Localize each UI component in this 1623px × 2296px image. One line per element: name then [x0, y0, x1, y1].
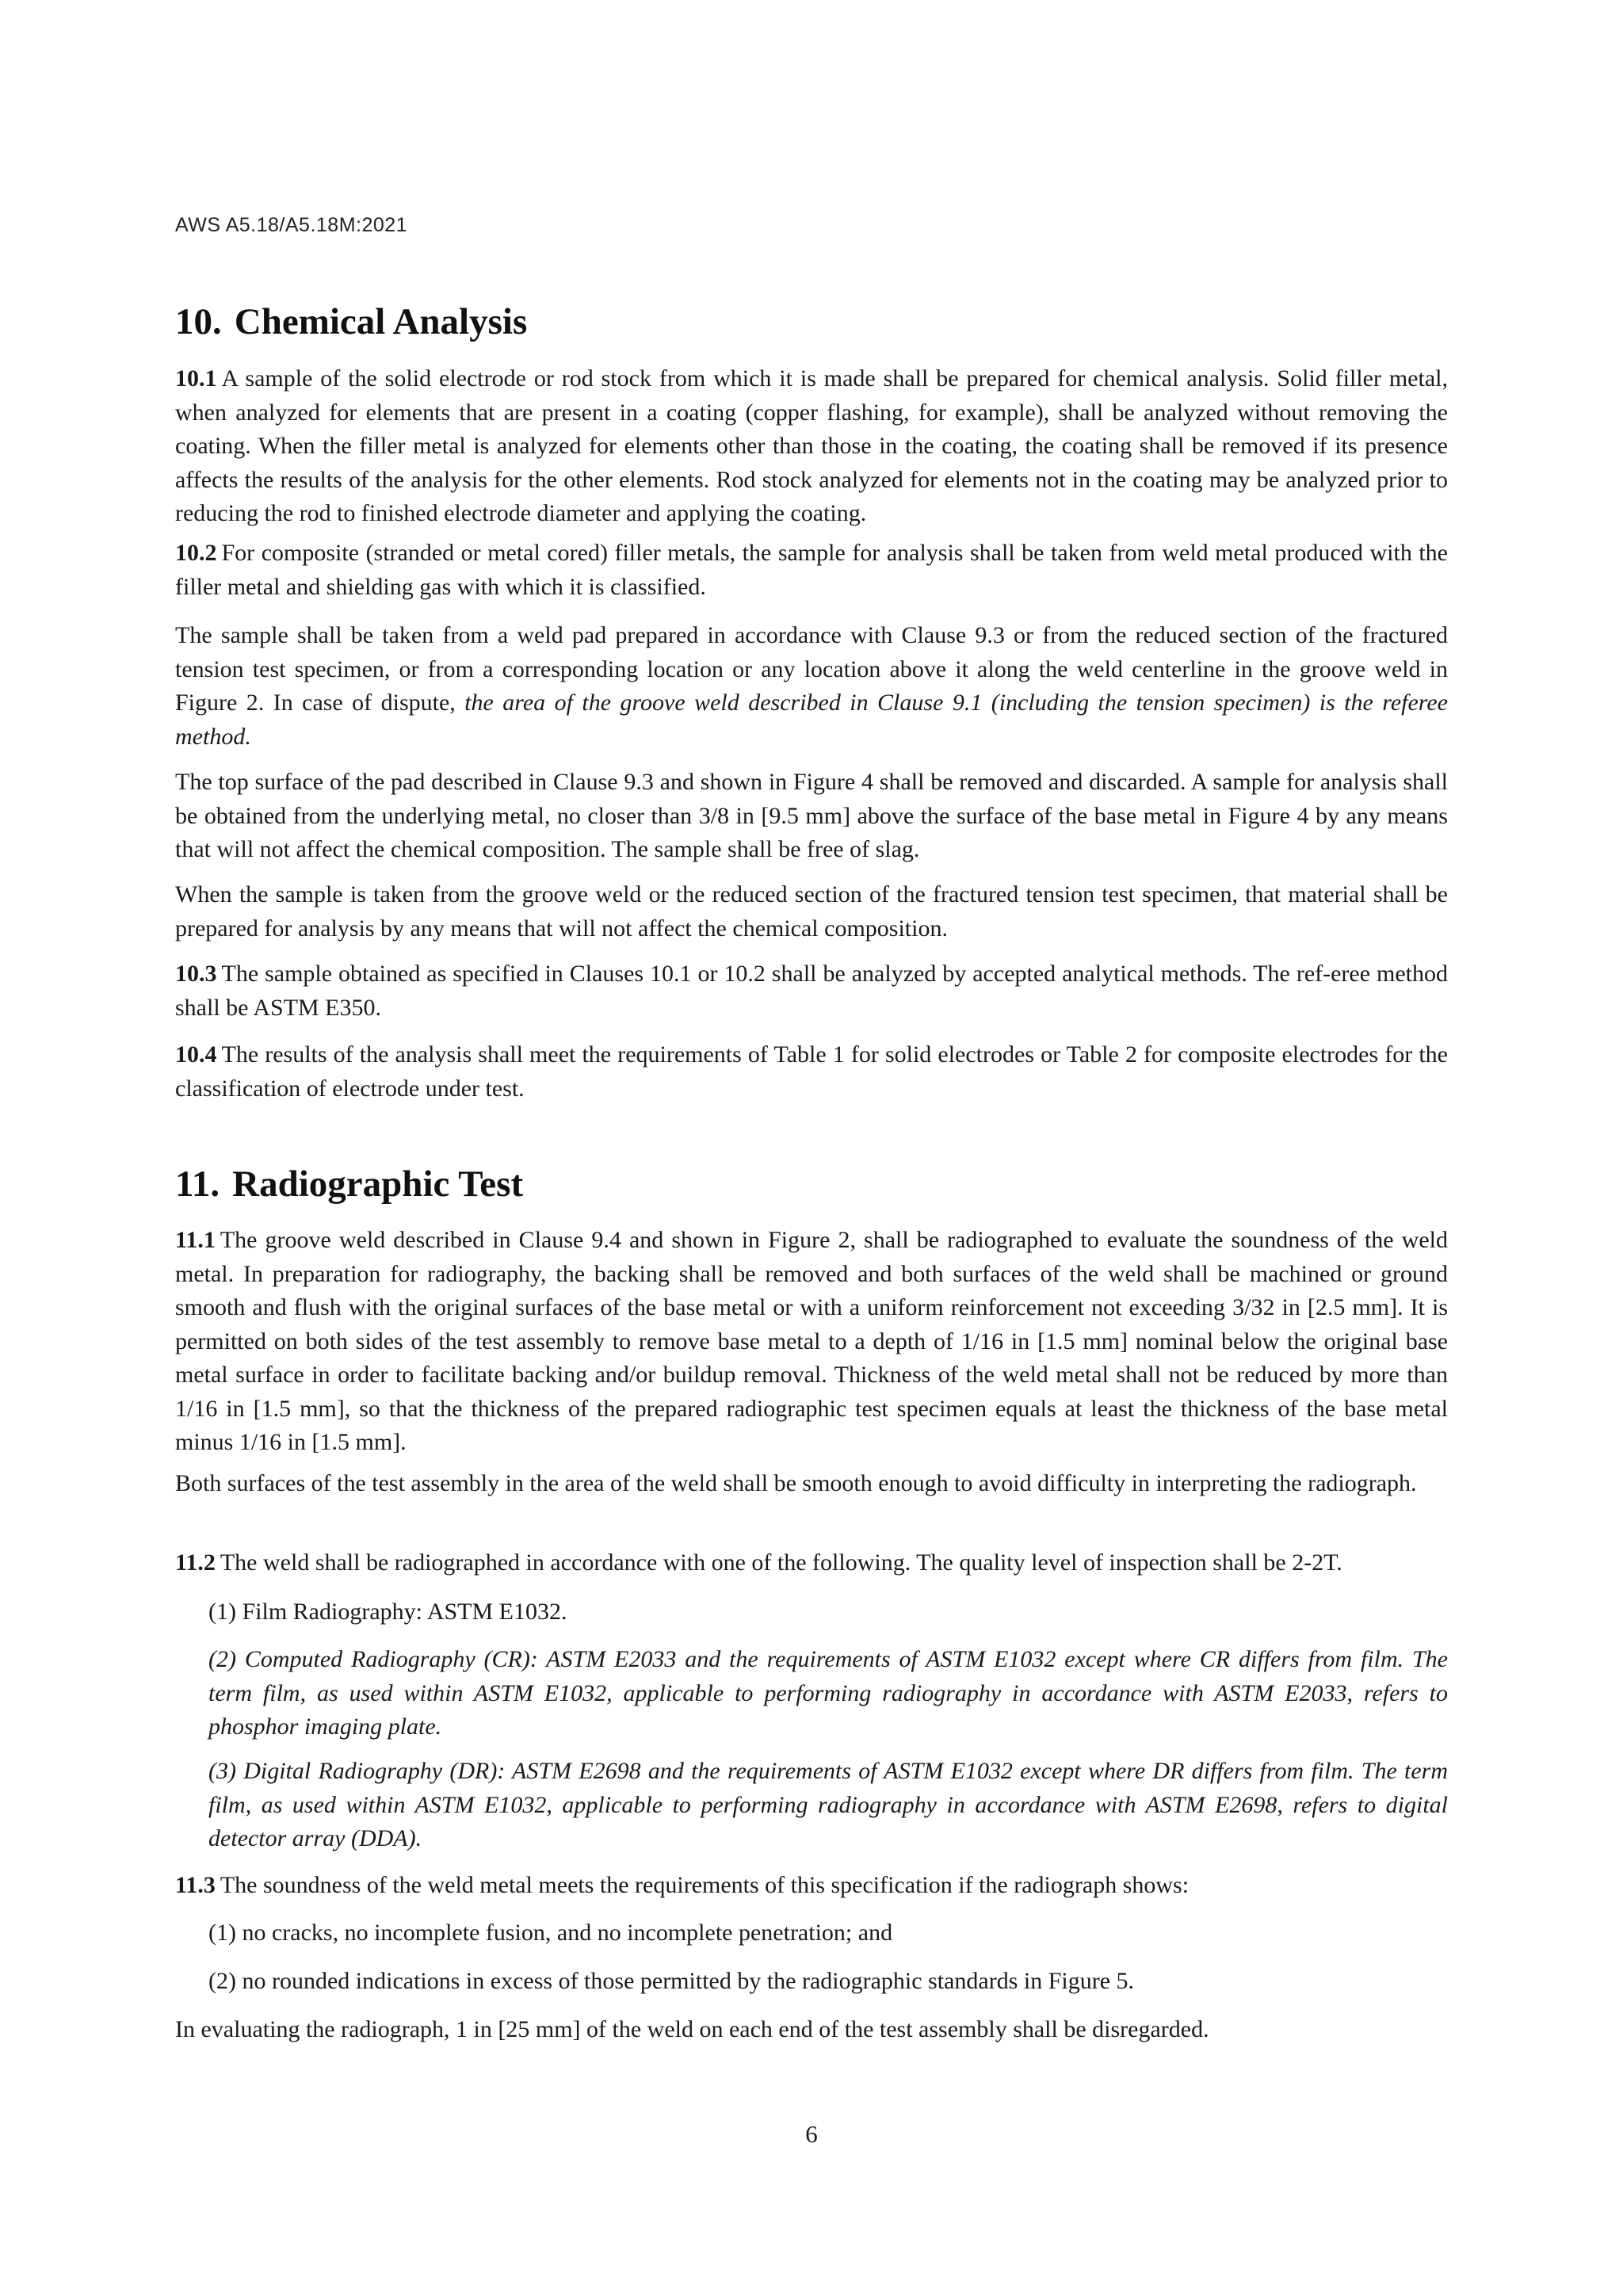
clause-10-4 [175, 1038, 1448, 1106]
clause-text: For composite (stranded or metal cored) filler metals, the sample for analysis shall be taken from weld metal produced with the filler metal and shielding gas with which it is classified. [175, 540, 1448, 600]
clause-10-2 [175, 537, 1448, 604]
paragraph-text: Both surfaces of the test assembly in the area of the weld shall be smooth enough to avoid difficulty in interpreting the radiograph. [175, 1470, 1417, 1496]
paragraph-text: In evaluating the radiograph, 1 in [25 mm] of the weld on each end of the test assembly shall be disregarded. [175, 2016, 1209, 2042]
section-title-text: Chemical Analysis [234, 301, 528, 342]
clause-text: The weld shall be radiographed in accordance with one of the following. The quality level of inspection shall be 2-2T. [220, 1549, 1342, 1576]
clause-10-1 [175, 362, 1448, 531]
paragraph-text: The sample shall be taken from a weld pad prepared in accordance with Clause 9.3 or from the reduced section of the fractured tension test specimen, or from a corresponding location or any location above it along the weld centerline in the groove weld in Figure 2. In case of dispute, [175, 622, 1448, 716]
section-number: 10. [175, 301, 222, 342]
paragraph-sample-location [175, 619, 1448, 754]
clause-text: A sample of the solid electrode or rod stock from which it is made shall be prepared for chemical analysis. Solid filler metal, when analyzed for elements that are present in a coating (copper flashing, for example), shall be analyzed without removing the coating. When the filler metal is analyzed for elements other than those in the coating, the coating shall be removed if its presence affects the results of the analysis for the other elements. Rod stock analyzed for elements not in the coating may be analyzed prior to reducing the rod to finished electrode diameter and applying the coating. [175, 365, 1448, 526]
paragraph-pad-surface [175, 766, 1448, 867]
list-item-digital-radiography [208, 1755, 1448, 1856]
clause-number: 10.1 [175, 365, 217, 392]
paragraph-text: The top surface of the pad described in Clause 9.3 and shown in Figure 4 shall be removed and discarded. A sample for analysis shall be obtained from the underlying metal, no closer than 3/8 in [9.5 mm] above the surface of the base metal in Figure 4 by any means that will not affect the chemical composition. The sample shall be free of slag. [175, 769, 1448, 862]
clause-text: The soundness of the weld metal meets the requirements of this specification if the radiograph shows: [220, 1872, 1190, 1898]
clause-11-2 [175, 1546, 1448, 1580]
list-item-computed-radiography [208, 1643, 1448, 1744]
clause-number: 10.2 [175, 540, 217, 566]
document-code: AWS A5.18/A5.18M:2021 [175, 214, 408, 236]
clause-text: The sample obtained as specified in Clauses 10.1 or 10.2 shall be analyzed by accepted analytical methods. The ref-eree method shall be ASTM E350. [175, 961, 1448, 1021]
list-item-no-cracks [208, 1916, 1448, 1950]
section-title-text: Radiographic Test [232, 1163, 524, 1205]
list-item-text: (1) Film Radiography: ASTM E1032. [208, 1599, 567, 1625]
list-item-rounded-indications [208, 1965, 1448, 1999]
clause-10-3 [175, 957, 1448, 1025]
paragraph-surfaces-smooth [175, 1467, 1448, 1501]
section-10-heading [175, 300, 527, 344]
list-item-text: (2) no rounded indications in excess of those permitted by the radiographic standards in Figure 5. [208, 1968, 1135, 1994]
paragraph-italic-text: the area of the groove weld described in Clause 9.1 (including the tension specimen) is the referee method. [175, 690, 1448, 750]
clause-number: 11.3 [175, 1872, 216, 1898]
page-number: 6 [805, 2120, 818, 2148]
list-item-film-radiography [208, 1595, 1448, 1629]
paragraph-evaluating-radiograph [175, 2013, 1448, 2047]
clause-11-3 [175, 1869, 1448, 1903]
paragraph-text: When the sample is taken from the groove weld or the reduced section of the fractured tension test specimen, that material shall be prepared for analysis by any means that will not affect the chemical composition. [175, 881, 1448, 942]
section-11-heading [175, 1162, 523, 1206]
clause-text: The results of the analysis shall meet the requirements of Table 1 for solid electrodes or Table 2 for composite electrodes for the classification of electrode under test. [175, 1041, 1448, 1102]
clause-number: 10.4 [175, 1041, 217, 1068]
paragraph-groove-sample [175, 878, 1448, 946]
list-item-text: (3) Digital Radiography (DR): ASTM E2698 and the requirements of ASTM E1032 except where DR differs from film. The term film, as used within ASTM E1032, applicable to performing radiography in accordance with ASTM E2698, refers to digital detector array (DDA). [208, 1758, 1448, 1851]
clause-text: The groove weld described in Clause 9.4 and shown in Figure 2, shall be radiographed to evaluate the soundness of the weld metal. In preparation for radiography, the backing shall be removed and both surfaces of the weld shall be machined or ground smooth and flush with the original surfaces of the base metal or with a uniform reinforcement not exceeding 3/32 in [2.5 mm]. It is permitted on both sides of the test assembly to remove base metal to a depth of 1/16 in [1.5 mm] nominal below the original base metal surface in order to facilitate backing and/or buildup removal. Thickness of the weld metal shall not be reduced by more than 1/16 in [1.5 mm], so that the thickness of the prepared radiographic test specimen equals at least the thickness of the base metal minus 1/16 in [1.5 mm]. [175, 1227, 1448, 1455]
section-number: 11. [175, 1163, 220, 1205]
clause-number: 11.1 [175, 1227, 216, 1253]
list-item-text: (2) Computed Radiography (CR): ASTM E2033 and the requirements of ASTM E1032 except where CR differs from film. The term film, as used within ASTM E1032, applicable to performing radiography in accordance with ASTM E2033, refers to phosphor imaging plate. [208, 1646, 1448, 1740]
clause-number: 10.3 [175, 961, 217, 987]
clause-number: 11.2 [175, 1549, 216, 1576]
clause-11-1 [175, 1224, 1448, 1460]
list-item-text: (1) no cracks, no incomplete fusion, and no incomplete penetration; and [208, 1920, 893, 1946]
